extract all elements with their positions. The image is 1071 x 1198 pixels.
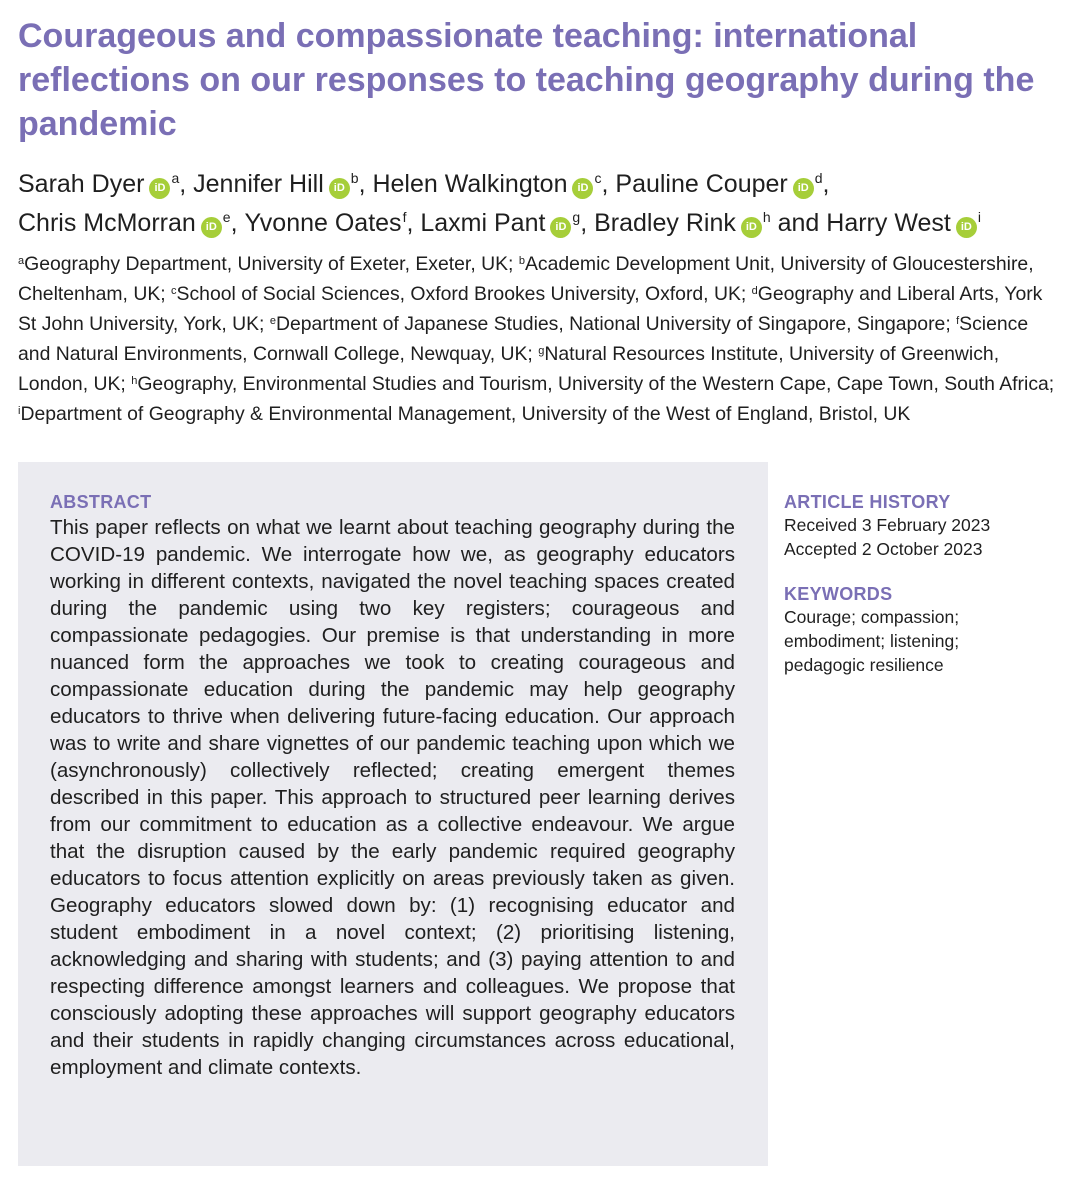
author-name: Bradley Rink [594,209,736,237]
affiliation: Geography and Liberal Arts, York St John University, York, UK; [18,283,1043,335]
author [826,209,981,237]
accepted-date: Accepted 2 October 2023 [784,539,983,559]
affiliation: Department of Geography & Environmental Management, University of the West of England, Bristol, UK [20,403,911,425]
author: Helen Walkington $iD^c$, [372,170,616,198]
affiliation: Science and Natural Environments, Cornwall College, Newquay, UK; [18,313,1029,365]
author-name: Yvonne Oates [244,209,402,237]
author-name: Sarah Dyer [18,170,145,198]
affiliation: Geography, Environmental Studies and Tourism, University of the Western Cape, Cape Town, South Africa; [137,373,1055,395]
author-affiliation-mark: g [572,209,581,225]
author: Yvonne Oates$^f$, [244,209,421,237]
received-date: Received 3 February 2023 [784,515,991,535]
abstract-heading: ABSTRACT [50,492,152,512]
affiliation: Department of Japanese Studies, National University of Singapore, Singapore; [275,313,957,335]
author: Bradley Rink $iD^h$ and [594,209,827,237]
orcid-icon[interactable]: iD [550,217,571,238]
keywords-heading: KEYWORDS [784,584,893,604]
affiliation: School of Social Sciences, Oxford Brookes University, Oxford, UK; [176,283,752,305]
affiliations: $^a$Geography Department, University of Exeter, Exeter, UK; $^b$Academic Development Unit, University of Gloucestershire, Cheltenham, UK; $^c$School of Social Sciences, Oxford Brookes University, Oxford, UK; $^d$Geography and Liberal Arts, York St John University, York, UK; $^e$Department of Japanese Studies, National University of Singapore, Singapore; $^f$Science and Natural Environments, Cornwall College, Newquay, UK; $^g$Natural Resources Institute, University of Greenwich, London, UK; $^h$Geography, Environmental Studies and Tourism, University of the Western Cape, Cape Town, South Africa; $^i$Department of Geography & Environmental Management, University of the West of England, Bristol, UK [18,253,1055,425]
abstract-panel [18,462,768,1166]
orcid-icon[interactable]: iD [572,178,593,199]
affiliation: Natural Resources Institute, University of Greenwich, London, UK; [18,343,1000,395]
abstract-text: This paper reflects on what we learnt about teaching geography during the COVID-19 pandemic. We interrogate how we, as geography educators working in different contexts, navigated the novel teaching spaces created during the pandemic using two key registers; courageous and compassionate pedagogies. Our premise is that understanding in more nuanced form the approaches we took to creating courageous and compassionate education during the pandemic may help geography educators to thrive when delivering future-facing education. Our approach was to write and share vignettes of our pandemic teaching upon which we (asynchronously) collectively reflected; creating emergent themes described in this paper. This approach to structured peer learning derives from our commitment to education as a collective endeavour. We argue that the disruption caused by the early pandemic required geography educators to focus attention explicitly on areas previously taken as given. Geography educators slowed down by: (1) recognising educator and student embodiment in a novel context; (2) prioritising listening, acknowledging and sharing with students; and (3) paying attention to and respecting difference amongst learners and colleagues. We propose that consciously adopting these approaches will support geography educators and their students in rapidly changing circumstances across educational, employment and climate contexts. [50,516,735,1079]
affiliation: Academic Development Unit, University of Gloucestershire, Cheltenham, UK; [18,253,1034,305]
keywords [784,584,1054,677]
author-affiliation-mark: f [402,209,407,225]
orcid-icon[interactable]: iD [149,178,170,199]
author: Laxmi Pant $iD^g$, [420,209,595,237]
orcid-icon[interactable]: iD [741,217,762,238]
orcid-icon[interactable]: iD [793,178,814,199]
keywords-line: Courage; compassion; [784,607,960,627]
orcid-icon[interactable]: iD [956,217,977,238]
author-affiliation-mark: e [222,209,231,225]
author: Jennifer Hill $iD^b$, [193,170,373,198]
author-affiliation-mark: h [762,209,771,225]
author-name: Pauline Couper [615,170,788,198]
author-affiliation-mark: i [977,209,981,225]
author-name: Helen Walkington [372,170,568,198]
author-name: Harry West [826,209,951,237]
author: Sarah Dyer $iD^a$, [18,170,194,198]
author-name: Jennifer Hill [193,170,324,198]
author-name: Laxmi Pant [420,209,546,237]
keywords-line: embodiment; listening; [784,631,960,651]
author-affiliation-mark: d [814,170,823,186]
author-affiliation-mark: b [350,170,359,186]
article-title: Courageous and compassionate teaching: international reflections on our responses to teaching geography during the pandemic [18,17,1035,143]
article-history-heading: ARTICLE HISTORY [784,492,951,512]
orcid-icon[interactable]: iD [201,217,222,238]
article-history [784,492,1054,561]
author-affiliation-mark: c [594,170,602,186]
orcid-icon[interactable]: iD [329,178,350,199]
keywords-line: pedagogic resilience [784,655,944,675]
author-list [18,162,1058,240]
author: Pauline Couper $iD^d$, [615,170,830,198]
author: Chris McMorran $iD^e$, [18,209,245,237]
author-affiliation-mark: a [171,170,180,186]
author-name: Chris McMorran [18,209,196,237]
affiliation: Geography Department, University of Exeter, Exeter, UK; [24,253,519,275]
